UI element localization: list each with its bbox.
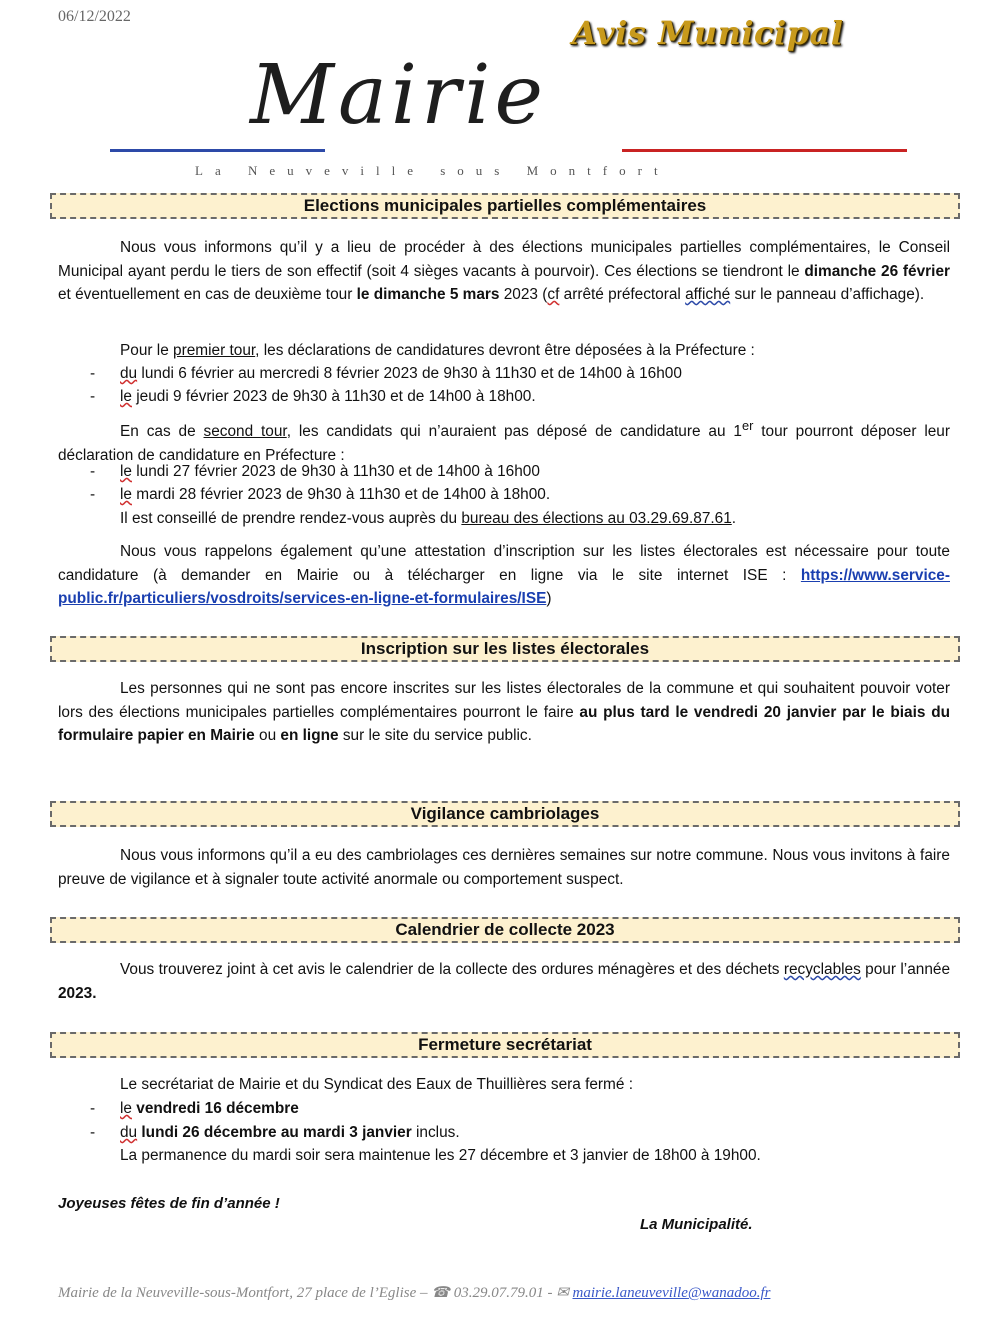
ise-link[interactable]: https://www.service-public.fr/particuliers/vosdroits/services-en-ligne-et-formulaires/ISE <box>58 566 950 607</box>
fermeture-intro: Le secrétariat de Mairie et du Syndicat des Eaux de Thuillières sera fermé : <box>120 1076 633 1093</box>
signature: La Municipalité. <box>640 1216 753 1233</box>
text-run: bureau des élections au 03.29.69.87.61 <box>461 510 732 527</box>
text-run: lundi 27 février 2023 de 9h30 à 11h30 et de 14h00 à 16h00 <box>131 463 540 480</box>
text-run: . <box>731 510 737 527</box>
text-run: jeudi 9 février 2023 de 9h30 à 11h30 et de 14h00 à 18h00. <box>131 388 536 405</box>
bold-text: lundi 26 décembre au mardi 3 janvier <box>137 1124 412 1141</box>
elections-paragraph-2 <box>58 339 950 363</box>
superscript: er <box>741 418 754 433</box>
text-run: du <box>120 1124 138 1141</box>
text-run: ou <box>254 727 281 744</box>
vigilance-paragraph: Nous vous informons qu’il a eu des cambriolages ces dernières semaines sur notre commune. Nous vous invitons à faire preuve de vigilance et à signaler toute activité anormale ou comportement suspect. <box>58 847 950 888</box>
text-run: , les déclarations de candidatures devront être déposées à la Préfecture : <box>255 342 755 359</box>
text-run: cf <box>547 286 560 303</box>
bold-text: vendredi 16 décembre <box>131 1100 299 1117</box>
text-run: recyclables <box>783 961 861 978</box>
text-run: lundi 6 février au mercredi 8 février 2023 de 9h30 à 11h30 et de 14h00 à 16h00 <box>137 365 682 382</box>
calendrier-paragraph <box>58 958 950 1005</box>
commune-name: La Neuveville sous Montfort <box>195 163 670 178</box>
list-item: - le mardi 28 février 2023 de 9h30 à 11h30 et de 14h00 à 18h00. <box>90 486 551 503</box>
text-run: ) <box>546 590 552 607</box>
text-run: sur le site du service public. <box>338 727 532 744</box>
text-run: Pour le <box>120 342 174 359</box>
text-run: En cas de <box>120 423 204 441</box>
text-run: et éventuellement en cas de deuxième tour <box>58 286 357 303</box>
list-item: - du lundi 26 décembre au mardi 3 janvier inclus. <box>90 1124 460 1141</box>
text-run: Les personnes qui ne sont pas encore inscrites sur les listes électorales de la commune et qui souhaitent pouvoir voter lors des élections municipales partielles complémentaires pourront le faire <box>58 680 950 721</box>
flag-red-line <box>622 149 907 152</box>
notice-title: Avis Municipal <box>572 14 844 52</box>
notice-date: 06/12/2022 <box>58 8 131 25</box>
section-header-elections: Elections municipales partielles complémentaires <box>50 193 960 219</box>
text-run: inclus. <box>411 1124 460 1141</box>
text-run: second tour <box>203 423 287 441</box>
footer-address: Mairie de la Neuveville-sous-Montfort, 27 place de l’Eglise – <box>58 1285 428 1301</box>
text-run: premier tour <box>173 342 256 359</box>
text-run: Vous trouverez joint à cet avis le calendrier de la collecte des ordures ménagères et des déchets <box>120 961 784 978</box>
elections-paragraph-1 <box>58 236 950 307</box>
section-header-fermeture: Fermeture secrétariat <box>50 1032 960 1058</box>
section-header-inscription: Inscription sur les listes électorales <box>50 636 960 662</box>
text-run: tour pourront déposer leur déclaration de candidature en Préfecture : <box>58 423 950 464</box>
inscription-paragraph <box>58 677 950 748</box>
bold-text: au plus tard le vendredi 20 janvier par le biais du formulaire papier en Mairie <box>58 703 950 744</box>
text-run: arrêté préfectoral <box>559 286 686 303</box>
flag-blue-line <box>110 149 325 152</box>
bold-date: dimanche 26 février <box>804 262 950 280</box>
footer-phone: 03.29.07.79.01 - <box>453 1285 553 1301</box>
list-item: - le lundi 27 février 2023 de 9h30 à 11h30 et de 14h00 à 16h00 <box>90 463 540 480</box>
footer-email-link[interactable]: mairie.laneuveville@wanadoo.fr <box>572 1285 771 1301</box>
mairie-logo-text: Mairie <box>250 48 548 143</box>
text-run: le <box>120 1100 132 1117</box>
text-run: mardi 28 février 2023 de 9h30 à 11h30 et de 14h00 à 18h00. <box>131 486 551 503</box>
bold-text: 2023. <box>58 984 97 1002</box>
text-run: le <box>120 388 132 405</box>
list-item: - le vendredi 16 décembre <box>90 1100 299 1117</box>
text-run: pour l’année <box>860 961 950 978</box>
text-run: 2023 ( <box>499 286 548 303</box>
phone-icon: ☎ <box>431 1285 450 1301</box>
bold-text: en ligne <box>280 727 339 744</box>
text-run: du <box>120 365 138 382</box>
text-run: Nous vous rappelons également qu’une attestation d’inscription sur les listes électorales est nécessaire pour toute candidature (à demander en Mairie ou à télécharger en ligne via le site internet ISE : <box>58 543 950 584</box>
text-run: sur le panneau d’affichage). <box>730 286 925 303</box>
list-item: - le jeudi 9 février 2023 de 9h30 à 11h30 et de 14h00 à 18h00. <box>90 388 536 405</box>
permanence-line: La permanence du mardi soir sera maintenue les 27 décembre et 3 janvier de 18h00 à 19h00. <box>120 1147 761 1164</box>
text-run: Il est conseillé de prendre rendez-vous auprès du <box>120 510 462 527</box>
advice-line <box>120 507 736 531</box>
bold-date: le dimanche 5 mars <box>356 286 500 303</box>
list-item: - du lundi 6 février au mercredi 8 février 2023 de 9h30 à 11h30 et de 14h00 à 16h00 <box>90 365 682 382</box>
text-run: affiché <box>685 286 731 303</box>
text-run: le <box>120 463 132 480</box>
section-header-vigilance: Vigilance cambriolages <box>50 801 960 827</box>
elections-paragraph-4 <box>58 540 950 611</box>
mail-icon: ✉ <box>556 1285 569 1301</box>
text-run: Nous vous informons qu’il y a lieu de procéder à des élections municipales partielles complémentaires, le Conseil Municipal ayant perdu le tiers de son effectif (soit 4 sièges vacants à pourvoir). Ces élections se tiendront le <box>58 239 950 280</box>
footer <box>58 1283 958 1302</box>
text-run: , les candidats qui n’auraient pas déposé de candidature au 1 <box>286 423 742 441</box>
section-header-calendrier: Calendrier de collecte 2023 <box>50 917 960 943</box>
closing-wishes: Joyeuses fêtes de fin d’année ! <box>58 1195 280 1212</box>
text-run: le <box>120 486 132 503</box>
